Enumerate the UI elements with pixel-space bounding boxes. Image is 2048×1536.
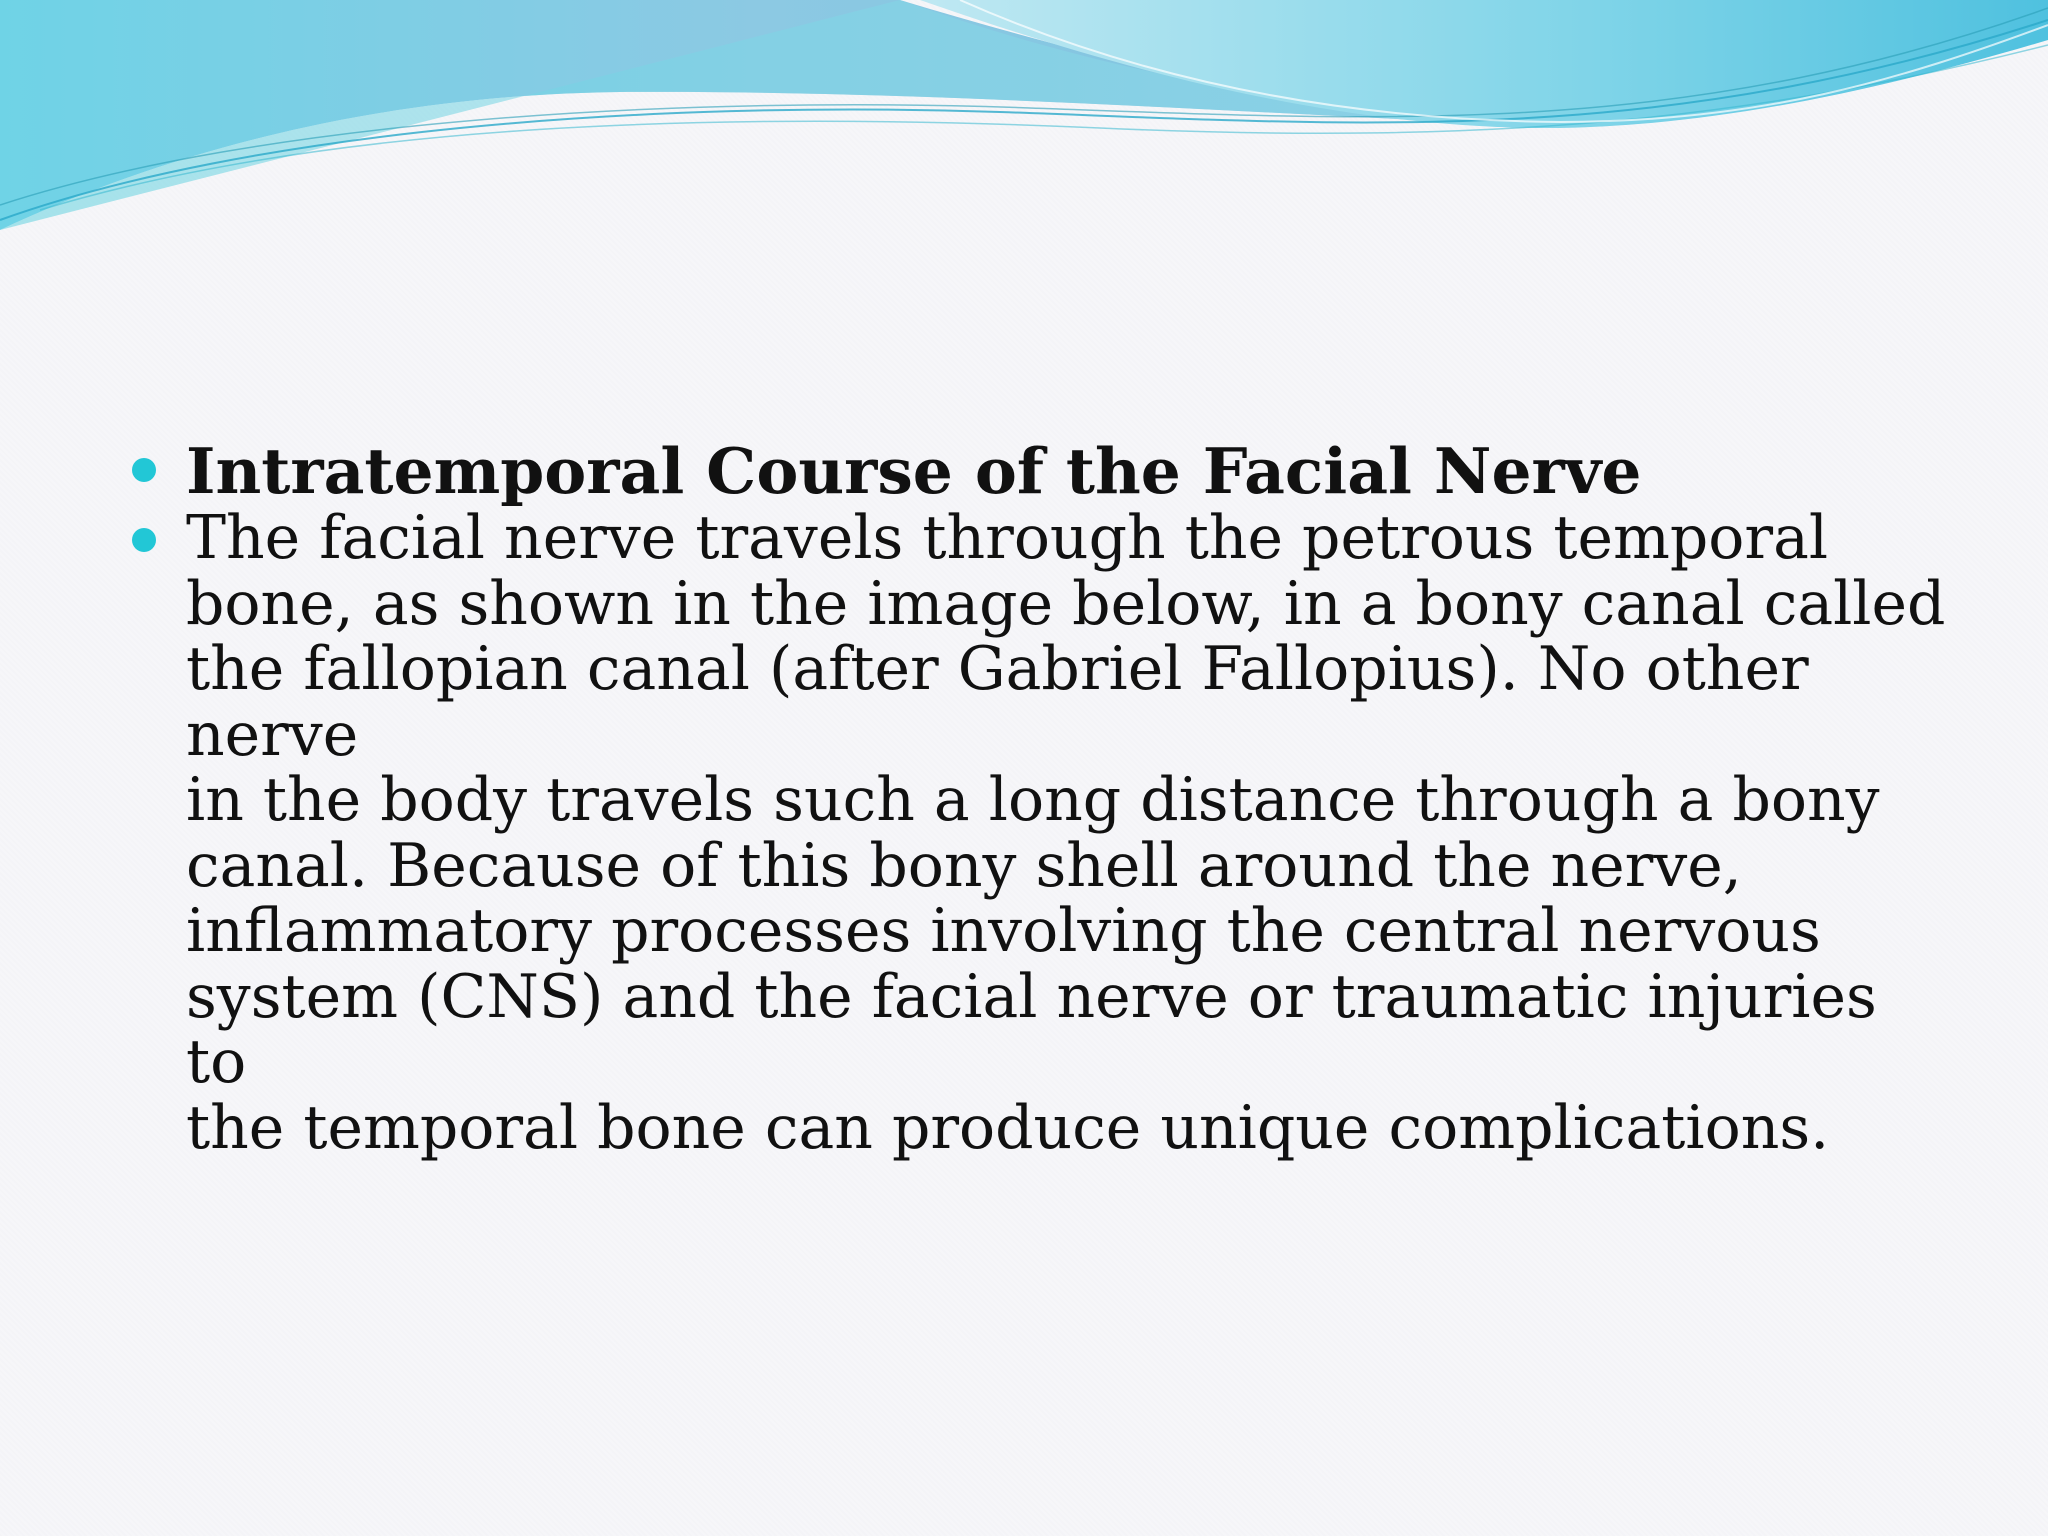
- header-wave-decoration: [0, 0, 2048, 240]
- bullet-list: [128, 436, 1948, 1161]
- bullet-item-body: [128, 503, 1948, 1163]
- bullet-dot-icon: [132, 458, 156, 482]
- slide-body-text: The facial nerve travels through the petrous temporal bone, as shown in the image below, in a bony canal called the fallopian canal (after Gabriel Fallopius). No other nerve in the body travels such a long distance through a bony canal. Because of this bony shell around the nerve, inflammatory processes involving the central nervous system (CNS) and the facial nerve or traumatic injuries to the temporal bone can produce unique complications.: [186, 503, 1946, 1163]
- bullet-item-title: [128, 436, 1948, 506]
- slide-title: Intratemporal Course of the Facial Nerve: [186, 434, 1642, 508]
- bullet-dot-icon: [132, 528, 156, 552]
